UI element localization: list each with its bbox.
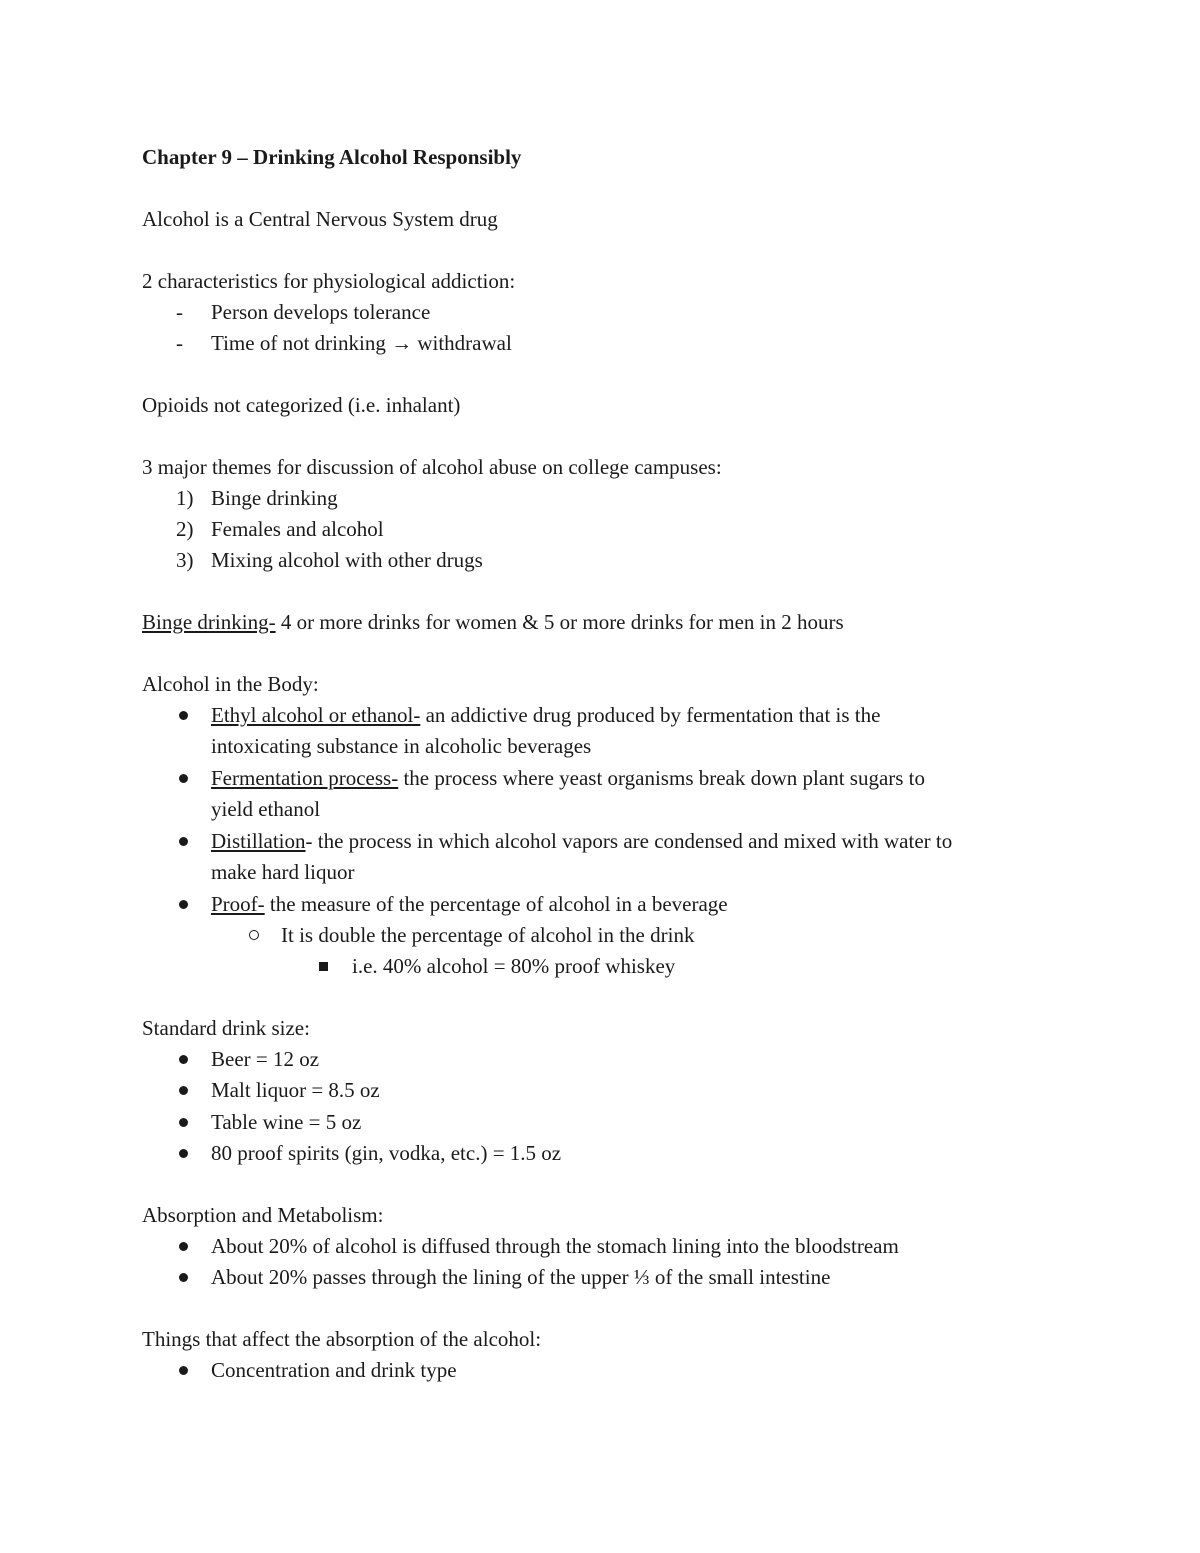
number-marker: 1): [176, 486, 194, 510]
bullet-icon: [179, 1273, 188, 1282]
binge-definition: [142, 610, 844, 634]
list-item: About 20% of alcohol is diffused through the stomach lining into the bloodstream: [211, 1234, 899, 1258]
list-item: Binge drinking: [211, 486, 338, 510]
term: Ethyl alcohol or ethanol-: [211, 703, 421, 727]
binge-term: Binge drinking-: [142, 610, 276, 634]
list-item: Beer = 12 oz: [211, 1047, 320, 1071]
standard-heading: Standard drink size:: [142, 1016, 310, 1040]
bullet-icon: [179, 1086, 188, 1095]
square-bullet-icon: [319, 962, 328, 971]
sub-sub-list-item: i.e. 40% alcohol = 80% proof whiskey: [352, 954, 676, 978]
list-item-continuation: intoxicating substance in alcoholic beverages: [211, 734, 592, 758]
addiction-heading: 2 characteristics for physiological addiction:: [142, 269, 516, 293]
number-marker: 2): [176, 517, 194, 541]
themes-heading: 3 major themes for discussion of alcohol abuse on college campuses:: [142, 455, 722, 479]
list-item: Person develops tolerance: [211, 300, 431, 324]
definition: an addictive drug produced by fermentation that is the: [420, 703, 881, 727]
bullet-icon: [179, 1242, 188, 1251]
list-item-continuation: yield ethanol: [211, 797, 321, 821]
list-item: Mixing alcohol with other drugs: [211, 548, 483, 572]
list-item: Malt liquor = 8.5 oz: [211, 1078, 380, 1102]
binge-text: 4 or more drinks for women & 5 or more drinks for men in 2 hours: [275, 610, 844, 634]
sub-list-item: It is double the percentage of alcohol in the drink: [281, 923, 695, 947]
absorption-heading: Absorption and Metabolism:: [142, 1203, 384, 1227]
list-item: Table wine = 5 oz: [211, 1110, 362, 1134]
cns-statement: Alcohol is a Central Nervous System drug: [142, 207, 498, 231]
page-title: Chapter 9 – Drinking Alcohol Responsibly: [142, 145, 522, 169]
bullet-icon: [179, 1149, 188, 1158]
list-item: Time of not drinking → withdrawal: [211, 331, 512, 355]
hollow-bullet-icon: [249, 930, 259, 940]
list-item: [211, 703, 880, 727]
bullet-icon: [179, 900, 188, 909]
affect-heading: Things that affect the absorption of the alcohol:: [142, 1327, 542, 1351]
list-item: Females and alcohol: [211, 517, 384, 541]
body-heading: Alcohol in the Body:: [142, 672, 319, 696]
bullet-icon: [179, 774, 188, 783]
bullet-icon: [179, 1055, 188, 1064]
list-item-continuation: make hard liquor: [211, 860, 355, 884]
definition: - the process in which alcohol vapors are condensed and mixed with water to: [305, 829, 953, 853]
list-item: [211, 892, 728, 916]
list-item: About 20% passes through the lining of the upper ⅓ of the small intestine: [211, 1265, 831, 1289]
bullet-icon: [179, 1366, 188, 1375]
list-item: [211, 829, 952, 853]
dash-marker: -: [176, 331, 183, 355]
bullet-icon: [179, 837, 188, 846]
term: Proof-: [211, 892, 265, 916]
term: Distillation: [211, 829, 306, 853]
list-item: Concentration and drink type: [211, 1358, 457, 1382]
number-marker: 3): [176, 548, 194, 572]
dash-marker: -: [176, 300, 183, 324]
term: Fermentation process-: [211, 766, 399, 790]
definition: the measure of the percentage of alcohol in a beverage: [264, 892, 728, 916]
list-item: 80 proof spirits (gin, vodka, etc.) = 1.5 oz: [211, 1141, 562, 1165]
opioids-statement: Opioids not categorized (i.e. inhalant): [142, 393, 461, 417]
list-item: [211, 766, 925, 790]
definition: the process where yeast organisms break down plant sugars to: [398, 766, 926, 790]
bullet-icon: [179, 1118, 188, 1127]
bullet-icon: [179, 711, 188, 720]
